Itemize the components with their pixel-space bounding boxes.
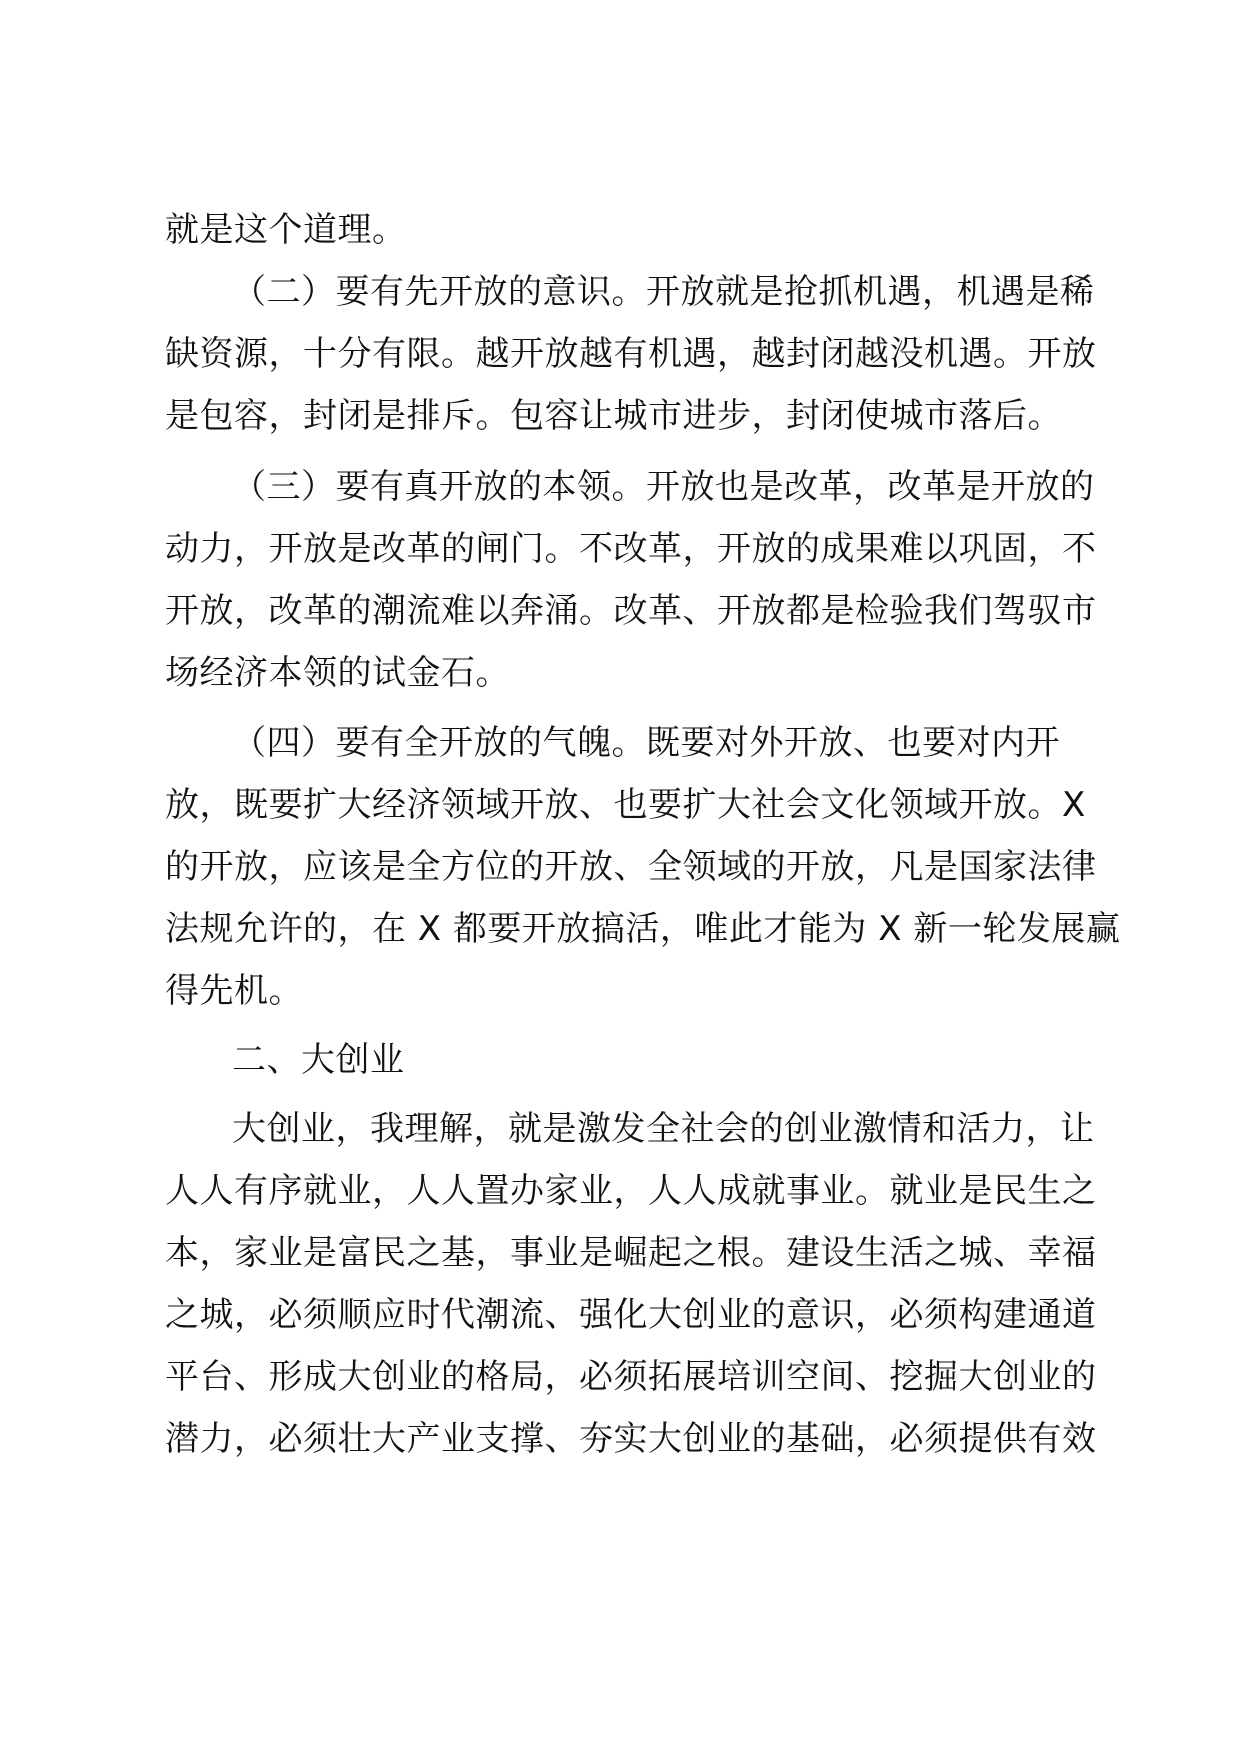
paragraph-line: 人人有序就业，人人置办家业，人人成就事业。就业是民生之 <box>165 1171 1097 1211</box>
paragraph-line: 平台、形成大创业的格局，必须拓展培训空间、挖掘大创业的 <box>165 1357 1097 1397</box>
section-heading: 二、大创业 <box>232 1040 405 1080</box>
paragraph-line: （三）要有真开放的本领。开放也是改革，改革是开放的 <box>232 467 1095 507</box>
paragraph-line: 就是这个道理。 <box>165 210 407 250</box>
paragraph-line: 场经济本领的试金石。 <box>165 653 510 693</box>
paragraph-line: 大创业，我理解，就是激发全社会的创业激情和活力，让 <box>232 1109 1095 1149</box>
paragraph-line: 之城，必须顺应时代潮流、强化大创业的意识，必须构建通道 <box>165 1295 1097 1335</box>
paragraph-line: 开放，改革的潮流难以奔涌。改革、开放都是检验我们驾驭市 <box>165 591 1097 631</box>
paragraph-line: 的开放，应该是全方位的开放、全领域的开放，凡是国家法律 <box>165 847 1097 887</box>
paragraph-line: 得先机。 <box>165 971 303 1011</box>
paragraph-line: （二）要有先开放的意识。开放就是抢抓机遇，机遇是稀 <box>232 272 1095 312</box>
paragraph-line: 放，既要扩大经济领域开放、也要扩大社会文化领域开放。X <box>165 785 1086 825</box>
paragraph-line: 是包容，封闭是排斥。包容让城市进步，封闭使城市落后。 <box>165 396 1062 436</box>
paragraph-line: 本，家业是富民之基，事业是崛起之根。建设生活之城、幸福 <box>165 1233 1097 1273</box>
paragraph-line: 动力，开放是改革的闸门。不改革，开放的成果难以巩固，不 <box>165 529 1097 569</box>
paragraph-line: 缺资源，十分有限。越开放越有机遇，越封闭越没机遇。开放 <box>165 334 1097 374</box>
paragraph-line: 潜力，必须壮大产业支撑、夯实大创业的基础，必须提供有效 <box>165 1419 1097 1459</box>
paragraph-line: （四）要有全开放的气魄。既要对外开放、也要对内开 <box>232 723 1060 763</box>
paragraph-line: 法规允许的，在 X 都要开放搞活，唯此才能为 X 新一轮发展赢 <box>165 909 1121 949</box>
